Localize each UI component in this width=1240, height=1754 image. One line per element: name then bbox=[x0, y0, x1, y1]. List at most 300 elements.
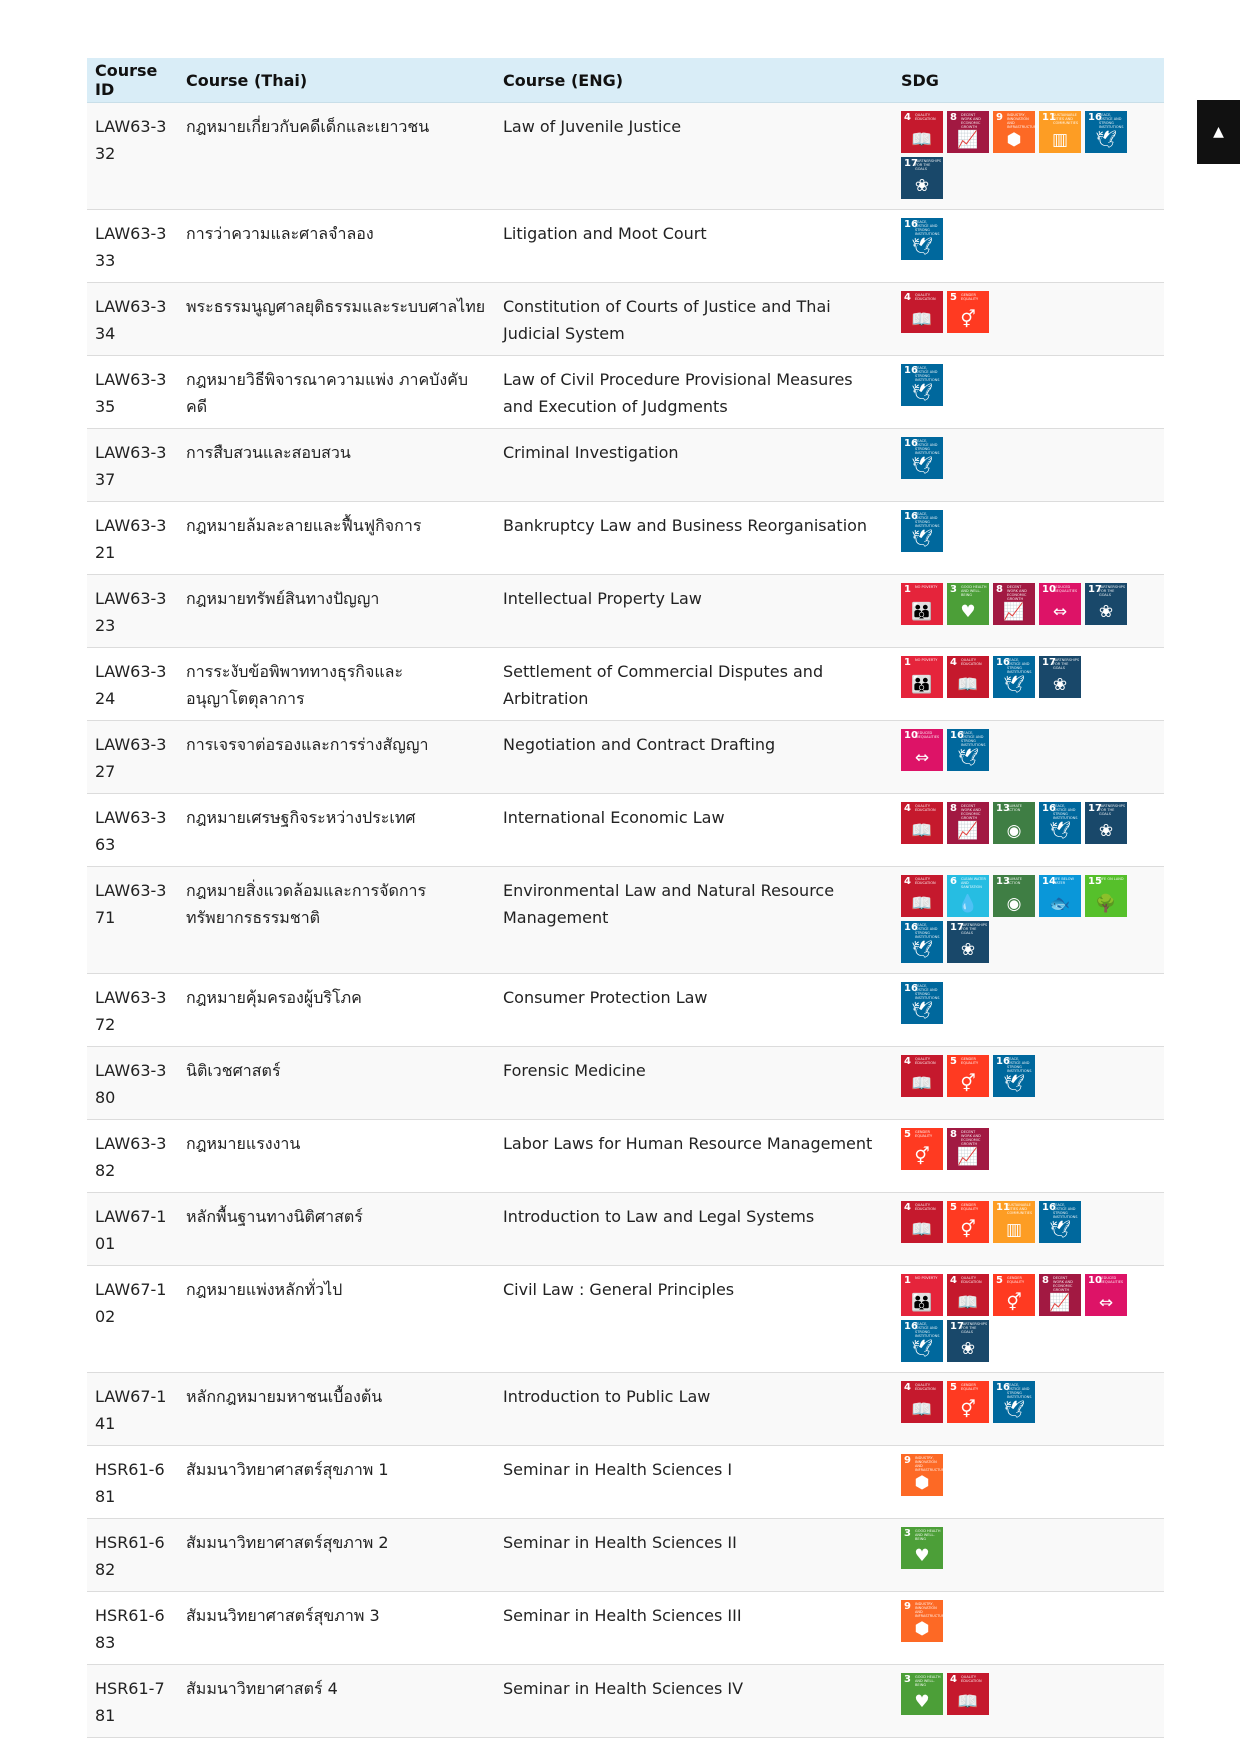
sdg-icon-list bbox=[901, 1274, 1131, 1366]
gender-icon: ⚥ bbox=[960, 1400, 976, 1420]
dove-icon: 🕊 bbox=[911, 529, 933, 549]
dove-icon: 🕊 bbox=[911, 237, 933, 257]
gender-icon: ⚥ bbox=[960, 1220, 976, 1240]
table-row bbox=[87, 1193, 1164, 1266]
sdg-icon-list bbox=[901, 729, 1131, 775]
course-eng-cell: Seminar in Health Sciences II bbox=[495, 1519, 893, 1592]
sdg-number: 16 bbox=[996, 1382, 1010, 1393]
equality-icon: ⇔ bbox=[914, 748, 930, 768]
course-id-cell: LAW63-324 bbox=[87, 648, 178, 721]
sdg-label: LIFE BELOW WATER bbox=[1053, 877, 1074, 885]
sdg-label: PARTNERSHIPS FOR THE GOALS bbox=[1053, 658, 1080, 670]
table-body bbox=[87, 103, 1164, 1738]
course-id-cell: LAW63-371 bbox=[87, 867, 178, 974]
sdg-number: 17 bbox=[1088, 584, 1102, 595]
course-thai-cell: สัมมนวิทยาศาสตร์สุขภาพ 3 bbox=[178, 1592, 495, 1665]
sdg-cell bbox=[893, 867, 1164, 974]
header-course-eng: Course (ENG) bbox=[495, 58, 893, 103]
dove-icon: 🕊 bbox=[1095, 130, 1117, 150]
city-icon: ▥ bbox=[1051, 130, 1069, 150]
sdg-number: 4 bbox=[950, 1674, 957, 1685]
course-id-cell: HSR61-681 bbox=[87, 1446, 178, 1519]
sdg-number: 15 bbox=[1088, 876, 1102, 887]
sdg-9-cubes-icon bbox=[901, 1454, 947, 1496]
header-course-id: Course ID bbox=[87, 58, 178, 103]
sdg-label: GENDER EQUALITY bbox=[961, 293, 979, 301]
course-id-cell: HSR61-683 bbox=[87, 1592, 178, 1665]
chevron-up-icon: ▲ bbox=[1213, 124, 1224, 140]
course-eng-cell: Introduction to Public Law bbox=[495, 1373, 893, 1446]
sdg-label: PARTNERSHIPS FOR THE GOALS bbox=[1099, 585, 1126, 597]
table-header bbox=[87, 58, 1164, 103]
sdg-label: QUALITY EDUCATION bbox=[915, 1203, 936, 1211]
course-sdg-table bbox=[87, 58, 1164, 1738]
heartbeat-icon: ♥ bbox=[914, 1692, 930, 1712]
course-eng-cell: Labor Laws for Human Resource Management bbox=[495, 1120, 893, 1193]
sdg-label: DECENT WORK AND ECONOMIC GROWTH bbox=[1053, 1276, 1073, 1292]
sdg-label: QUALITY EDUCATION bbox=[915, 877, 936, 885]
equality-icon: ⇔ bbox=[1098, 1293, 1114, 1313]
sdg-cell bbox=[893, 575, 1164, 648]
course-id-cell: LAW63-327 bbox=[87, 721, 178, 794]
sdg-cell bbox=[893, 502, 1164, 575]
sdg-number: 4 bbox=[904, 803, 911, 814]
sdg-16-dove-icon bbox=[901, 982, 943, 1024]
sdg-label: PEACE, JUSTICE AND STRONG INSTITUTIONS bbox=[1007, 1057, 1032, 1073]
course-thai-cell: พระธรรมนูญศาลยุติธรรมและระบบศาลไทย bbox=[178, 283, 495, 356]
sdg-cell bbox=[893, 1266, 1164, 1373]
sdg-number: 5 bbox=[904, 1129, 911, 1140]
sdg-label: QUALITY EDUCATION bbox=[961, 658, 982, 666]
course-thai-cell: นิติเวชศาสตร์ bbox=[178, 1047, 495, 1120]
sdg-label: INDUSTRY, INNOVATION AND INFRASTRUCTURE bbox=[1007, 113, 1039, 129]
city-icon: ▥ bbox=[1005, 1220, 1023, 1240]
course-id-cell: LAW63-337 bbox=[87, 429, 178, 502]
header-row bbox=[87, 58, 1164, 103]
sdg-cell bbox=[893, 1446, 1164, 1519]
sdg-16-dove-icon bbox=[901, 437, 943, 479]
course-thai-cell: การเจรจาต่อรองและการร่างสัญญา bbox=[178, 721, 495, 794]
course-eng-cell: Settlement of Commercial Disputes and Arbitration bbox=[495, 648, 893, 721]
sdg-5-gender-icon bbox=[947, 1381, 989, 1423]
sdg-number: 16 bbox=[904, 219, 918, 230]
sdg-number: 8 bbox=[950, 1129, 957, 1140]
sdg-label: PEACE, JUSTICE AND STRONG INSTITUTIONS bbox=[915, 923, 940, 939]
sdg-icon-list bbox=[901, 1673, 1131, 1719]
course-eng-cell: Negotiation and Contract Drafting bbox=[495, 721, 893, 794]
table-row bbox=[87, 648, 1164, 721]
sdg-number: 5 bbox=[996, 1275, 1003, 1286]
table-row bbox=[87, 867, 1164, 974]
course-eng-cell: Forensic Medicine bbox=[495, 1047, 893, 1120]
sdg-icon-list bbox=[901, 1128, 1131, 1174]
sdg-label: PEACE, JUSTICE AND STRONG INSTITUTIONS bbox=[915, 439, 940, 455]
course-eng-cell: Seminar in Health Sciences I bbox=[495, 1446, 893, 1519]
sdg-10-equality-icon bbox=[901, 729, 943, 771]
sdg-label: GOOD HEALTH AND WELL-BEING bbox=[961, 585, 987, 597]
course-id-cell: LAW67-101 bbox=[87, 1193, 178, 1266]
sdg-number: 4 bbox=[950, 657, 957, 668]
table-row bbox=[87, 429, 1164, 502]
course-thai-cell: กฎหมายคุ้มครองผู้บริโภค bbox=[178, 974, 495, 1047]
growth-chart-icon: 📈 bbox=[1049, 1293, 1071, 1313]
sdg-number: 16 bbox=[1042, 803, 1056, 814]
sdg-label: PARTNERSHIPS FOR THE GOALS bbox=[915, 159, 942, 171]
sdg-label: PEACE, JUSTICE AND STRONG INSTITUTIONS bbox=[1053, 1203, 1078, 1219]
sdg-label: INDUSTRY, INNOVATION AND INFRASTRUCTURE bbox=[915, 1456, 947, 1472]
table-row bbox=[87, 575, 1164, 648]
sdg-label: CLIMATE ACTION bbox=[1007, 877, 1022, 885]
book-icon: 📖 bbox=[911, 894, 933, 914]
sdg-label: PARTNERSHIPS FOR THE GOALS bbox=[961, 923, 988, 935]
dove-icon: 🕊 bbox=[1003, 675, 1025, 695]
table-row bbox=[87, 283, 1164, 356]
sdg-4-book-icon bbox=[947, 1274, 989, 1316]
table-row bbox=[87, 721, 1164, 794]
sdg-icon-list bbox=[901, 1201, 1131, 1247]
sdg-4-book-icon bbox=[901, 111, 943, 153]
people-icon: 👪 bbox=[911, 1293, 933, 1313]
sdg-6-water-icon bbox=[947, 875, 989, 917]
sdg-4-book-icon bbox=[901, 802, 943, 844]
sdg-cell bbox=[893, 1665, 1164, 1738]
table-row bbox=[87, 1592, 1164, 1665]
dove-icon: 🕊 bbox=[911, 940, 933, 960]
sdg-number: 17 bbox=[950, 1321, 964, 1332]
sdg-number: 13 bbox=[996, 803, 1010, 814]
sdg-label: NO POVERTY bbox=[915, 585, 938, 589]
sdg-number: 17 bbox=[904, 158, 918, 169]
sdg-number: 10 bbox=[904, 730, 918, 741]
dove-icon: 🕊 bbox=[1049, 821, 1071, 841]
sdg-8-growth-chart-icon bbox=[947, 1128, 989, 1170]
sdg-label: PEACE, JUSTICE AND STRONG INSTITUTIONS bbox=[1007, 658, 1032, 674]
sdg-16-dove-icon bbox=[901, 921, 943, 963]
sdg-3-heartbeat-icon bbox=[947, 583, 989, 625]
sdg-number: 4 bbox=[904, 292, 911, 303]
sdg-17-rings-icon bbox=[1085, 583, 1127, 625]
table-row bbox=[87, 974, 1164, 1047]
sdg-number: 10 bbox=[1088, 1275, 1102, 1286]
sdg-number: 14 bbox=[1042, 876, 1056, 887]
sdg-cell bbox=[893, 721, 1164, 794]
gender-icon: ⚥ bbox=[960, 1074, 976, 1094]
sdg-3-heartbeat-icon bbox=[901, 1673, 943, 1715]
book-icon: 📖 bbox=[911, 1400, 933, 1420]
sdg-number: 8 bbox=[1042, 1275, 1049, 1286]
sdg-16-dove-icon bbox=[947, 729, 989, 771]
sdg-label: GENDER EQUALITY bbox=[915, 1130, 933, 1138]
table-row bbox=[87, 356, 1164, 429]
sdg-5-gender-icon bbox=[947, 1055, 989, 1097]
course-eng-cell: Constitution of Courts of Justice and Thai Judicial System bbox=[495, 283, 893, 356]
course-thai-cell: สัมมนาวิทยาศาสตร์สุขภาพ 1 bbox=[178, 1446, 495, 1519]
course-id-cell: LAW63-382 bbox=[87, 1120, 178, 1193]
growth-chart-icon: 📈 bbox=[957, 821, 979, 841]
sdg-number: 11 bbox=[996, 1202, 1010, 1213]
sdg-icon-list bbox=[901, 437, 1131, 483]
course-eng-cell: Litigation and Moot Court bbox=[495, 210, 893, 283]
sdg-16-dove-icon bbox=[901, 364, 943, 406]
rings-icon: ❀ bbox=[914, 176, 930, 196]
sdg-4-book-icon bbox=[901, 291, 943, 333]
sdg-8-growth-chart-icon bbox=[1039, 1274, 1081, 1316]
course-thai-cell: การสืบสวนและสอบสวน bbox=[178, 429, 495, 502]
dove-icon: 🕊 bbox=[1003, 1074, 1025, 1094]
sdg-icon-list bbox=[901, 1381, 1131, 1427]
course-thai-cell: หลักกฎหมายมหาชนเบื้องต้น bbox=[178, 1373, 495, 1446]
scroll-to-top-button[interactable] bbox=[1197, 100, 1240, 164]
sdg-number: 16 bbox=[996, 657, 1010, 668]
course-eng-cell: Seminar in Health Sciences IV bbox=[495, 1665, 893, 1738]
table-row bbox=[87, 794, 1164, 867]
sdg-4-book-icon bbox=[901, 1201, 943, 1243]
table-row bbox=[87, 1373, 1164, 1446]
sdg-number: 5 bbox=[950, 1202, 957, 1213]
course-thai-cell: สัมมนาวิทยาศาสตร์ 4 bbox=[178, 1665, 495, 1738]
table-row bbox=[87, 502, 1164, 575]
sdg-label: INDUSTRY, INNOVATION AND INFRASTRUCTURE bbox=[915, 1602, 947, 1618]
dove-icon: 🕊 bbox=[957, 748, 979, 768]
growth-chart-icon: 📈 bbox=[957, 130, 979, 150]
sdg-cell bbox=[893, 1373, 1164, 1446]
dove-icon: 🕊 bbox=[911, 1339, 933, 1359]
dove-icon: 🕊 bbox=[1049, 1220, 1071, 1240]
header-sdg: SDG bbox=[893, 58, 1164, 103]
sdg-label: GENDER EQUALITY bbox=[961, 1057, 979, 1065]
sdg-label: PEACE, JUSTICE AND STRONG INSTITUTIONS bbox=[1053, 804, 1078, 820]
sdg-number: 4 bbox=[950, 1275, 957, 1286]
fish-icon: 🐟 bbox=[1049, 894, 1071, 914]
course-eng-cell: Bankruptcy Law and Business Reorganisation bbox=[495, 502, 893, 575]
sdg-label: GENDER EQUALITY bbox=[1007, 1276, 1025, 1284]
sdg-cell bbox=[893, 103, 1164, 210]
sdg-5-gender-icon bbox=[901, 1128, 943, 1170]
heartbeat-icon: ♥ bbox=[914, 1546, 930, 1566]
sdg-number: 16 bbox=[1088, 112, 1102, 123]
people-icon: 👪 bbox=[911, 675, 933, 695]
sdg-5-gender-icon bbox=[947, 1201, 989, 1243]
course-thai-cell: กฎหมายทรัพย์สินทางปัญญา bbox=[178, 575, 495, 648]
dove-icon: 🕊 bbox=[911, 383, 933, 403]
rings-icon: ❀ bbox=[1052, 675, 1068, 695]
course-id-cell: HSR61-781 bbox=[87, 1665, 178, 1738]
sdg-cell bbox=[893, 429, 1164, 502]
book-icon: 📖 bbox=[911, 1074, 933, 1094]
table-row bbox=[87, 1519, 1164, 1592]
sdg-icon-list bbox=[901, 1454, 1131, 1500]
sdg-number: 4 bbox=[904, 876, 911, 887]
sdg-number: 4 bbox=[904, 112, 911, 123]
sdg-label: PARTNERSHIPS FOR THE GOALS bbox=[1099, 804, 1126, 816]
sdg-number: 16 bbox=[904, 365, 918, 376]
sdg-icon-list bbox=[901, 364, 1131, 410]
course-id-cell: LAW63-333 bbox=[87, 210, 178, 283]
header-course-thai: Course (Thai) bbox=[178, 58, 495, 103]
sdg-label: QUALITY EDUCATION bbox=[915, 113, 936, 121]
sdg-icon-list bbox=[901, 1055, 1131, 1101]
sdg-number: 3 bbox=[950, 584, 957, 595]
book-icon: 📖 bbox=[957, 1692, 979, 1712]
sdg-label: PEACE, JUSTICE AND STRONG INSTITUTIONS bbox=[961, 731, 986, 747]
sdg-number: 17 bbox=[1088, 803, 1102, 814]
course-id-cell: LAW63-332 bbox=[87, 103, 178, 210]
sdg-4-book-icon bbox=[901, 1381, 943, 1423]
course-id-cell: LAW63-335 bbox=[87, 356, 178, 429]
sdg-number: 1 bbox=[904, 1275, 911, 1286]
sdg-label: DECENT WORK AND ECONOMIC GROWTH bbox=[1007, 585, 1027, 601]
sdg-label: SUSTAINABLE CITIES AND COMMUNITIES bbox=[1053, 113, 1079, 125]
equality-icon: ⇔ bbox=[1052, 602, 1068, 622]
dove-icon: 🕊 bbox=[1003, 1400, 1025, 1420]
table-row bbox=[87, 1266, 1164, 1373]
sdg-cell bbox=[893, 794, 1164, 867]
sdg-10-equality-icon bbox=[1039, 583, 1081, 625]
course-id-cell: LAW63-380 bbox=[87, 1047, 178, 1120]
table-row bbox=[87, 1446, 1164, 1519]
sdg-11-city-icon bbox=[1039, 111, 1081, 153]
sdg-number: 5 bbox=[950, 292, 957, 303]
sdg-icon-list bbox=[901, 656, 1131, 702]
sdg-1-people-icon bbox=[901, 656, 943, 698]
course-thai-cell: กฎหมายเกี่ยวกับคดีเด็กและเยาวชน bbox=[178, 103, 495, 210]
course-thai-cell: การว่าความและศาลจำลอง bbox=[178, 210, 495, 283]
rings-icon: ❀ bbox=[1098, 821, 1114, 841]
sdg-1-people-icon bbox=[901, 1274, 943, 1316]
sdg-label: PEACE, JUSTICE AND STRONG INSTITUTIONS bbox=[915, 366, 940, 382]
sdg-number: 8 bbox=[950, 112, 957, 123]
people-icon: 👪 bbox=[911, 602, 933, 622]
gender-icon: ⚥ bbox=[960, 310, 976, 330]
sdg-icon-list bbox=[901, 802, 1131, 848]
sdg-number: 8 bbox=[950, 803, 957, 814]
sdg-4-book-icon bbox=[947, 1673, 989, 1715]
gender-icon: ⚥ bbox=[1006, 1293, 1022, 1313]
water-icon: 💧 bbox=[957, 894, 979, 914]
sdg-1-people-icon bbox=[901, 583, 943, 625]
sdg-icon-list bbox=[901, 291, 1131, 337]
sdg-number: 1 bbox=[904, 657, 911, 668]
sdg-cell bbox=[893, 356, 1164, 429]
course-sdg-table-container bbox=[87, 58, 1164, 1738]
sdg-label: PEACE, JUSTICE AND STRONG INSTITUTIONS bbox=[915, 984, 940, 1000]
course-thai-cell: กฎหมายเศรษฐกิจระหว่างประเทศ bbox=[178, 794, 495, 867]
sdg-17-rings-icon bbox=[901, 157, 943, 199]
sdg-14-fish-icon bbox=[1039, 875, 1081, 917]
sdg-cell bbox=[893, 210, 1164, 283]
sdg-label: PEACE, JUSTICE AND STRONG INSTITUTIONS bbox=[1099, 113, 1124, 129]
sdg-16-dove-icon bbox=[901, 1320, 943, 1362]
sdg-17-rings-icon bbox=[947, 1320, 989, 1362]
cubes-icon: ⬢ bbox=[914, 1473, 930, 1493]
course-id-cell: LAW67-141 bbox=[87, 1373, 178, 1446]
sdg-icon-list bbox=[901, 218, 1131, 264]
sdg-label: CLIMATE ACTION bbox=[1007, 804, 1022, 812]
course-eng-cell: International Economic Law bbox=[495, 794, 893, 867]
sdg-number: 16 bbox=[950, 730, 964, 741]
sdg-number: 6 bbox=[950, 876, 957, 887]
sdg-number: 16 bbox=[904, 922, 918, 933]
sdg-label: QUALITY EDUCATION bbox=[961, 1276, 982, 1284]
book-icon: 📖 bbox=[911, 130, 933, 150]
dove-icon: 🕊 bbox=[911, 1001, 933, 1021]
sdg-cell bbox=[893, 974, 1164, 1047]
sdg-number: 4 bbox=[904, 1202, 911, 1213]
sdg-8-growth-chart-icon bbox=[947, 802, 989, 844]
sdg-label: QUALITY EDUCATION bbox=[961, 1675, 982, 1683]
sdg-icon-list bbox=[901, 111, 1131, 203]
rings-icon: ❀ bbox=[960, 940, 976, 960]
sdg-icon-list bbox=[901, 583, 1131, 629]
sdg-label: REDUCED INEQUALITIES bbox=[915, 731, 940, 739]
sdg-cell bbox=[893, 1120, 1164, 1193]
sdg-label: DECENT WORK AND ECONOMIC GROWTH bbox=[961, 804, 981, 820]
sdg-number: 16 bbox=[1042, 1202, 1056, 1213]
sdg-number: 4 bbox=[904, 1056, 911, 1067]
sdg-label: SUSTAINABLE CITIES AND COMMUNITIES bbox=[1007, 1203, 1033, 1215]
sdg-label: REDUCED INEQUALITIES bbox=[1053, 585, 1078, 593]
course-eng-cell: Intellectual Property Law bbox=[495, 575, 893, 648]
sdg-5-gender-icon bbox=[993, 1274, 1035, 1316]
sdg-label: QUALITY EDUCATION bbox=[915, 1383, 936, 1391]
sdg-label: GENDER EQUALITY bbox=[961, 1383, 979, 1391]
sdg-label: REDUCED INEQUALITIES bbox=[1099, 1276, 1124, 1284]
course-thai-cell: กฎหมายวิธีพิจารณาความแพ่ง ภาคบังคับคดี bbox=[178, 356, 495, 429]
sdg-number: 11 bbox=[1042, 112, 1056, 123]
rings-icon: ❀ bbox=[960, 1339, 976, 1359]
sdg-label: LIFE ON LAND bbox=[1099, 877, 1124, 881]
sdg-label: GOOD HEALTH AND WELL-BEING bbox=[915, 1675, 941, 1687]
sdg-label: DECENT WORK AND ECONOMIC GROWTH bbox=[961, 1130, 981, 1146]
sdg-3-heartbeat-icon bbox=[901, 1527, 943, 1569]
sdg-label: QUALITY EDUCATION bbox=[915, 293, 936, 301]
cubes-icon: ⬢ bbox=[1006, 130, 1022, 150]
sdg-cell bbox=[893, 1592, 1164, 1665]
course-eng-cell: Criminal Investigation bbox=[495, 429, 893, 502]
sdg-icon-list bbox=[901, 875, 1131, 967]
sdg-16-dove-icon bbox=[901, 510, 943, 552]
sdg-number: 4 bbox=[904, 1382, 911, 1393]
sdg-4-book-icon bbox=[901, 875, 943, 917]
sdg-label: PEACE, JUSTICE AND STRONG INSTITUTIONS bbox=[1007, 1383, 1032, 1399]
gender-icon: ⚥ bbox=[914, 1147, 930, 1167]
sdg-label: PEACE, JUSTICE AND STRONG INSTITUTIONS bbox=[915, 220, 940, 236]
dove-icon: 🕊 bbox=[911, 456, 933, 476]
sdg-17-rings-icon bbox=[1085, 802, 1127, 844]
tree-icon: 🌳 bbox=[1095, 894, 1117, 914]
sdg-number: 10 bbox=[1042, 584, 1056, 595]
course-id-cell: LAW63-363 bbox=[87, 794, 178, 867]
sdg-cell bbox=[893, 1193, 1164, 1266]
book-icon: 📖 bbox=[957, 1293, 979, 1313]
book-icon: 📖 bbox=[911, 310, 933, 330]
sdg-16-dove-icon bbox=[901, 218, 943, 260]
sdg-13-eye-globe-icon bbox=[993, 875, 1035, 917]
sdg-17-rings-icon bbox=[947, 921, 989, 963]
sdg-number: 16 bbox=[904, 511, 918, 522]
sdg-label: GENDER EQUALITY bbox=[961, 1203, 979, 1211]
sdg-label: PEACE, JUSTICE AND STRONG INSTITUTIONS bbox=[915, 1322, 940, 1338]
course-id-cell: LAW63-321 bbox=[87, 502, 178, 575]
course-thai-cell: การระงับข้อพิพาททางธุรกิจและอนุญาโตตุลาการ bbox=[178, 648, 495, 721]
course-thai-cell: กฎหมายสิ่งแวดล้อมและการจัดการทรัพยากรธรรมชาติ bbox=[178, 867, 495, 974]
course-thai-cell: กฎหมายแรงงาน bbox=[178, 1120, 495, 1193]
sdg-label: NO POVERTY bbox=[915, 658, 938, 662]
sdg-icon-list bbox=[901, 510, 1131, 556]
course-thai-cell: กฎหมายล้มละลายและฟื้นฟูกิจการ bbox=[178, 502, 495, 575]
sdg-number: 16 bbox=[904, 1321, 918, 1332]
sdg-number: 17 bbox=[1042, 657, 1056, 668]
